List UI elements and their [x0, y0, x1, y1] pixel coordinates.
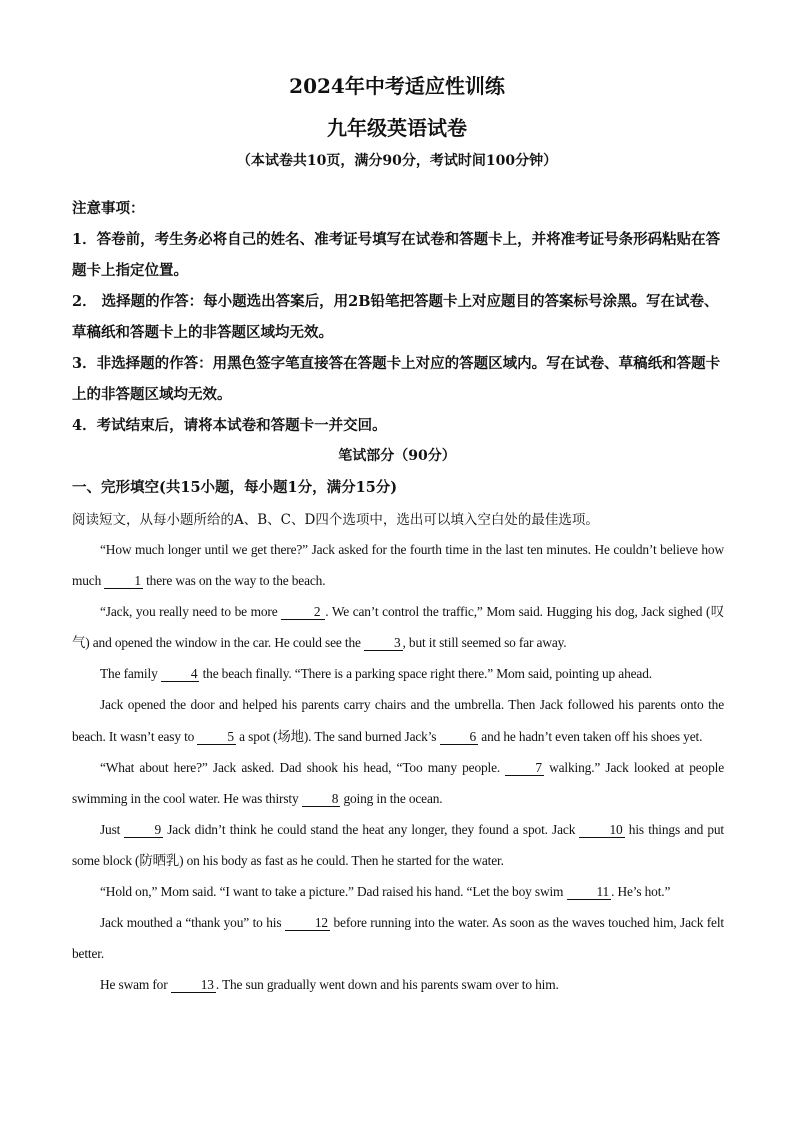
passage-text: his things and put some block (防晒乳) on his body as fast as he could. Then he started for the water. [72, 821, 725, 868]
passage-paragraph [72, 689, 724, 751]
answer-blank: 6 [440, 730, 479, 745]
passage-paragraph [72, 907, 724, 969]
section-instruction: 阅读短文，从每小题所给的A、B、C、D四个选项中，选出可以填入空白处的最佳选项。 [72, 512, 599, 528]
passage-text: , but it still seemed so far away. [402, 635, 567, 651]
answer-blank: 4 [161, 667, 200, 682]
passage-paragraph [72, 876, 724, 907]
answer-blank: 5 [197, 730, 236, 745]
passage-text: Jack opened the door and helped his parents carry chairs and the umbrella. Then Jack followed his parents onto the beach. It wasn’t easy to [72, 697, 724, 744]
answer-blank: 10 [579, 823, 624, 838]
cloze-passage [72, 534, 724, 1000]
passage-text: before running into the water. As soon as the waves touched him, Jack felt better. [72, 915, 724, 962]
passage-text: He swam for [100, 977, 171, 993]
passage-text: Jack didn’t think he could stand the heat any longer, they found a spot. Jack [163, 821, 580, 837]
notice-item: 4．考试结束后，请将本试卷和答题卡一并交回。 [72, 417, 387, 434]
passage-text: Jack mouthed a “thank you” to his [100, 915, 285, 931]
answer-blank: 1 [104, 574, 143, 589]
passage-text: going in the ocean. [340, 790, 443, 806]
passage-text: . The sun gradually went down and his parents swam over to him. [215, 977, 559, 993]
passage-text: . We can’t control the traffic,” Mom said. Hugging his dog, Jack sighed (叹气) and opened the window in the car. He could see the [72, 604, 724, 651]
exam-info: （本试卷共10页，满分90分，考试时间100分钟） [236, 153, 558, 169]
passage-text: . He’s hot.” [611, 884, 671, 900]
passage-paragraph [72, 969, 724, 1000]
passage-text: “How much longer until we get there?” Jack asked for the fourth time in the last ten minutes. He couldn’t believe how much [72, 542, 724, 589]
passage-paragraph [72, 658, 724, 689]
notice-item: 2． 选择题的作答：每小题选出答案后，用2B铅笔把答题卡上对应题目的答案标号涂黑。写在试卷、草稿纸和答题卡上的非答题区域均无效。 [72, 293, 719, 341]
answer-blank: 13 [171, 978, 216, 993]
passage-text: “Jack, you really need to be more [100, 604, 282, 620]
answer-blank: 7 [505, 761, 544, 776]
passage-text: and he hadn’t even taken off his shoes yet. [478, 728, 703, 744]
passage-text: Just [100, 821, 125, 837]
answer-blank: 3 [364, 636, 403, 651]
notice-item: 1．答卷前，考生务必将自己的姓名、准考证号填写在试卷和答题卡上，并将准考证号条形码粘贴在答题卡上指定位置。 [72, 231, 721, 279]
passage-text: walking.” Jack looked at people swimming in the cool water. He was thirsty [72, 759, 724, 806]
passage-text: a spot (场地). The sand burned Jack’s [235, 728, 440, 744]
notice-heading: 注意事项： [72, 200, 145, 217]
answer-blank: 11 [567, 885, 612, 900]
notice-item: 3．非选择题的作答：用黑色签字笔直接答在答题卡上对应的答题区域内。写在试卷、草稿纸和答题卡上的非答题区域均无效。 [72, 355, 721, 403]
written-part-heading: 笔试部分（90分） [338, 448, 456, 464]
answer-blank: 2 [281, 605, 325, 620]
passage-paragraph [72, 534, 724, 596]
passage-text: the beach finally. “There is a parking space right there.” Mom said, pointing up ahead. [199, 666, 652, 682]
passage-text: “Hold on,” Mom said. “I want to take a picture.” Dad raised his hand. “Let the boy swim [100, 884, 567, 900]
answer-blank: 8 [302, 792, 341, 807]
passage-text: there was on the way to the beach. [142, 573, 326, 589]
answer-blank: 12 [285, 916, 330, 931]
passage-paragraph [72, 814, 724, 876]
section-heading: 一、完形填空(共15小题，每小题1分，满分15分) [72, 479, 398, 496]
passage-paragraph [72, 596, 724, 658]
page-title: 2024年中考适应性训练 [289, 74, 505, 98]
exam-subject-title: 九年级英语试卷 [327, 116, 467, 140]
passage-text: “What about here?” Jack asked. Dad shook his head, “Too many people. [100, 759, 506, 775]
passage-paragraph [72, 752, 724, 814]
passage-text: The family [100, 666, 161, 682]
notice-block [72, 193, 724, 441]
answer-blank: 9 [124, 823, 163, 838]
